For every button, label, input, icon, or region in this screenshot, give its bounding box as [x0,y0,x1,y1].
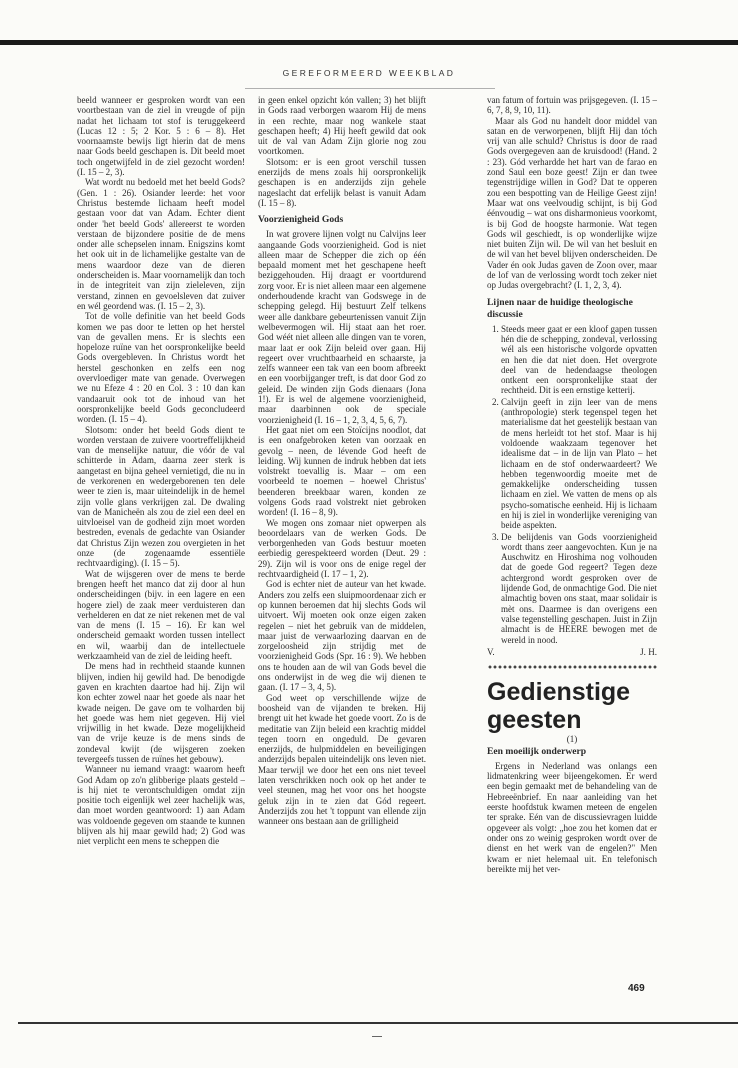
list-item: 2. Calvijn geeft in zijn leer van de mens (anthropologie) sterk tegenspel tegen het materialisme dat het geestelijk bestaan van de mens herleidt tot het stof. Maar is hij voldoende waakzaam tegenover het idealisme dat – in de lijn van Plato – het lichaam en de stof onderwaardeert? We hebben tegenwoordig moeite met de gemakkelijke onderscheiding tussen lichaam en ziel. We vatten de mens op als psycho-somatische eenheid. Hij is lichaam en hij is ziel in wonderlijke vereniging van beide aspekten. [501,397,657,531]
section-heading-voorzienigheid: Voorzienigheid Gods [258,214,344,226]
paragraph: De mens had in rechtheid staande kunnen blijven, indien hij gewild had. De benodigde gaven en krachten daartoe had hij. Zijn wil kon echter zowel naar het goede als naar het kwade neigen. De gave om te volharden bij het goede was hem niet gegeven. Hij viel vrijwillig in het kwade. Deze mogelijkheid van de vrije keuze is de mens sinds de zondeval kwijt (de wijsgeren zoeken tevergeefs tussen de ruïnes het gebouw). [77,661,245,764]
numbered-list [487,324,657,645]
paragraph: Tot de volle definitie van het beeld Gods komen we pas door te letten op het herstel van de gevallen mens. Er is slechts een hopeloze ruïne van het oorspronkelijke beeld Gods overgebleven. In Christus wordt het herstel geschonken en zelfs een nog overvloediger mate van genade. Overwegen we nu Efeze 4 : 20 en Col. 3 : 10 dan kan vandaaruit ook tot de inhoud van het oorspronkelijke beeld Gods geconcludeerd worden. (I. 15 – 4). [77,311,245,425]
paragraph: beeld wanneer er gesproken wordt van een voortbestaan van de ziel in vreugde of pijn nadat het lichaam tot stof is teruggekeerd (Lucas 12 : 5; 2 Kor. 5 : 6 – 8). Het voornaamste bewijs ligt hierin dat de mens naar Gods beeld geschapen is. Dit beeld moet toch ongetwijfeld in de ziel gezocht worden! (I. 15 – 2, 3). [77,95,245,178]
column-middle [258,95,426,995]
article-part-number: (1) [566,733,578,744]
paragraph: Maar als God nu handelt door middel van satan en de verworpenen, blijft Hij dan tóch vrij van alle schuld? Christus is door de raad Gods overgegeven aan de kruisdood! (Hand. 2 : 23). Gód verhardde het hart van de farao en zond Saul een boze geest! Zijn er dan twee tegenstrijdige willen in God? Dat te opperen zou een bespotting van de Heilige Geest zijn! Maar wat ons veelvoudig schijnt, is bij God éénvoudig – wat ons disharmonieus voorkomt, is bij God de hoogste harmonie. Wat tegen Gods wil geschiedt, is op wonderlijke wijze niet buiten Zijn wil. De wil van het besluit en de wil van het bevel blijven onderscheiden. De Vader én ook Judas gaven de Zoon over, maar de lof van de verlossing wordt toch zeker niet op Judas overgebracht? (I. 1, 2, 3, 4). [487,115,657,291]
ornamental-divider [487,664,657,670]
signature-line [487,647,657,658]
top-border-rule [0,40,738,45]
list-item: 1. Steeds meer gaat er een kloof gapen tussen hén die de schepping, zondeval, verlossing wél als een historische volgorde opvatten en hen die dat niet doen. Het overgrote deel van de hedendaagse theologen ontkent een oorspronkelijke staat der rechtheid. Dit is een ernstige ketterij. [501,324,657,396]
paragraph: van fatum of fortuin was prijsgegeven. (I. 15 – 6, 7, 8, 9, 10, 11). [487,95,657,116]
section-heading-lijnen: Lijnen naar de huidige theologische discussie [487,296,633,320]
column-left [77,95,245,995]
list-item: 3. De belijdenis van Gods voorzienigheid wordt thans zeer aangevochten. Kun je na Auschwitz en Hiroshima nog volhouden dat de goede God regeert? Tegen deze achtergrond wordt gesproken over de lijdende God, de onmachtige God. Die niet almachtig boven ons staat, maar solidair is mèt ons. Daarmee is dan overigens een valse tegenstelling geschapen. Juist in Zijn almacht is de HEERE bewogen met de wereld in nood. [501,532,657,645]
paragraph: God is echter niet de auteur van het kwade. Anders zou zelfs een sluipmoordenaar zich er op kunnen beroemen dat hij slechts Gods wil uitvoert. Wij moeten ook onze eigen zaken regelen – niet het gebruik van de middelen, maar juist de verwaarlozing daarvan en de zorgeloosheid zijn strijdig met de voorzienigheid Gods (Spr. 16 : 9). We hebben ons te houden aan de wil van Gods bevel die ons onderwijst in de weg die wij dienen te gaan. (I. 17 – 3, 4, 5). [258,579,426,693]
page-number: 469 [628,983,645,994]
column-right [487,95,657,995]
paragraph: Slotsom: er is een groot verschil tussen enerzijds de mens zoals hij oorspronkelijk geschapen is en anderzijds zijn gehele nageslacht dat erfelijk belast is vanuit Adam (I. 15 – 8). [258,156,426,208]
paragraph: Ergens in Nederland was onlangs een lidmatenkring weer bijeengekomen. Er werd een begin gemaakt met de behandeling van de Hebreeënbrief. En naar aanleiding van het eerste hoofdstuk kwamen meteen de engelen ter sprake. Eén van de discussievragen luidde opgeveer als volgt: „hoe zou het komen dat er onder ons zo weinig gesproken wordt over de dienst en het werk van de engelen?" Men kwam er niet helemaal uit. En telefonisch bereikte mij het ver- [487,760,657,874]
paragraph: Wanneer nu iemand vraagt: waarom heeft God Adam op zo'n glibberige plaats gesteld – is hij niet te verontschuldigen omdat zijn positie toch eigenlijk wel zeer hachelijk was, dan moet worden geantwoord: 1) aan Adam was voldoende gegeven om staande te kunnen blijven als hij maar gewild had; 2) God was niet verplicht een mens te scheppen die [77,764,245,847]
running-header: GEREFORMEERD WEEKBLAD [282,68,456,78]
signature-initial-left: V. [487,646,495,657]
paragraph: Slotsom: onder het beeld Gods dient te worden verstaan de zuivere voortreffelijkheid van de menselijke natuur, die vóór de val schitterde in Adam, daarna zeer sterk is aangetast en bijna geheel vernietigd, die nu in de verkorenen en wedergeborenen ten dele weer te zien is, maar uiteindelijk in de hemel zijn volle glans verkrijgen zal. De dwaling van de Manicheën als zou de ziel een deel en uitvloeisel van de godheid zijn moet worden bestreden, evenals de gedachte van Osiander dat Christus Zijn wezen zou overgieten in het onze (de zogenaamde essentiële rechtvaardiging). (I. 15 – 5). [77,424,245,569]
article-title: Gedienstige geesten [487,677,631,734]
paragraph: In wat grovere lijnen volgt nu Calvijns leer aangaande Gods voorzienigheid. God is niet alleen maar de Schepper die zich op één bepaald moment met het geschapene heeft beziggehouden. Hij draagt er voortdurend zorg voor. Er is niet alleen maar een algemene onderhoudende kracht van Godswege in de schepping gelegd. Hij bestuurt Zelf telkens weer alle dankbare gebeurtenissen vanuit Zijn welbevermogen wil. Hij staat aan het roer. God wéét niet alleen alle dingen van te voren, maar laat er ook Zijn beleid over gaan. Hij regeert over vruchtbaarheid en schaarste, ja zelfs wanneer een tak van een boom afbreekt en een voorbijganger treft, is dat door God zo geleid. De winden zijn Gods dienaars (Jona 1!). Er is wel de algemene voorzienigheid, maar daarbinnen ook de speciale voorzienigheid (I. 16 – 1, 2, 3, 4, 5, 6, 7). [258,229,426,425]
crop-mark [372,1036,382,1037]
paragraph: We mogen ons zomaar niet opwerpen als beoordelaars van de werken Gods. De verborgenheden van Gods bestuur moeten eerbiedig gerespekteerd worden (Deut. 29 : 29). Zijn wil is voor ons de enige regel der rechtvaardigheid (I. 17 – 1, 2). [258,517,426,580]
paragraph: Het gaat niet om een Stoïcijns noodlot, dat is een onafgebroken keten van oorzaak en gevolg – neen, de lévende God heeft de leiding. Wij kunnen de indruk hebben dat iets volstrekt toevallig is. Maar – om een voorbeeld te noemen – hoewel Christus' beenderen breekbaar waren, konden ze volgens Gods raad volstrekt niet gebroken worden! (I. 16 – 8, 9). [258,424,426,518]
paragraph: Wat wordt nu bedoeld met het beeld Gods? (Gen. 1 : 26). Osiander leerde: het voor Christus bestemde lichaam heeft model gestaan voor dat van Adam. Echter dient onder 'het beeld Gods' allereerst te worden verstaan de bijzondere positie de de mens onder alle schepselen innam. Enigszins komt het ook uit in de lichamelijke gestalte van de mens waardoor deze van de dieren onderscheiden is. Maar voornamelijk dan toch in de integriteit van zijn zieleleven, zijn verstand, zinnen en gevoelsleven dat zuiver en wél geordend was. (I. 15 – 2, 3). [77,177,245,311]
article-subheading: Een moeilijk onderwerp [487,745,587,757]
bottom-border-rule [18,1022,738,1024]
paragraph: Wat de wijsgeren over de mens te berde brengen heeft het manco dat zij door al hun onderscheidingen (bijv. in een lagere en een hogere ziel) de zaak meer verduisteren dan verhelderen en dat ze niet rekenen met de val van de mens (I. 15 – 16). Er kan wel onderscheid gemaakt worden tussen intellect en wil, waarbij dan de intellectuele werkzaamheid van de ziel de leiding heeft. [77,568,245,662]
header-rule [245,88,495,89]
author-initials: J. H. [640,646,657,657]
paragraph: God weet op verschillende wijze de boosheid van de vijanden te breken. Hij brengt uit het kwade het goede voort. Zo is de meditatie van Zijn beleid een krachtig middel tegen toorn en ongeduld. De gevaren enerzijds, de hulpmiddelen en beveiligingen anderzijds bepalen uiteindelijk ons leven niet. Maar terwijl we door het een ons niet teveel laten verschrikken noch ook op het ander te veel steunen, mag het voor ons het hoogste geluk zijn in te zien dat Gód regeert. Anderzijds zou het 't toppunt van ellende zijn wanneer ons bestaan aan de grilligheid [258,692,426,827]
paragraph: in geen enkel opzicht kón vallen; 3) het blijft in Gods raad verborgen waarom Hij de mens in een rechte, maar nog wankele staat geschapen heeft; 4) Hij heeft gewild dat ook uit de val van Adam Zijn glorie nog zou voortkomen. [258,95,426,157]
